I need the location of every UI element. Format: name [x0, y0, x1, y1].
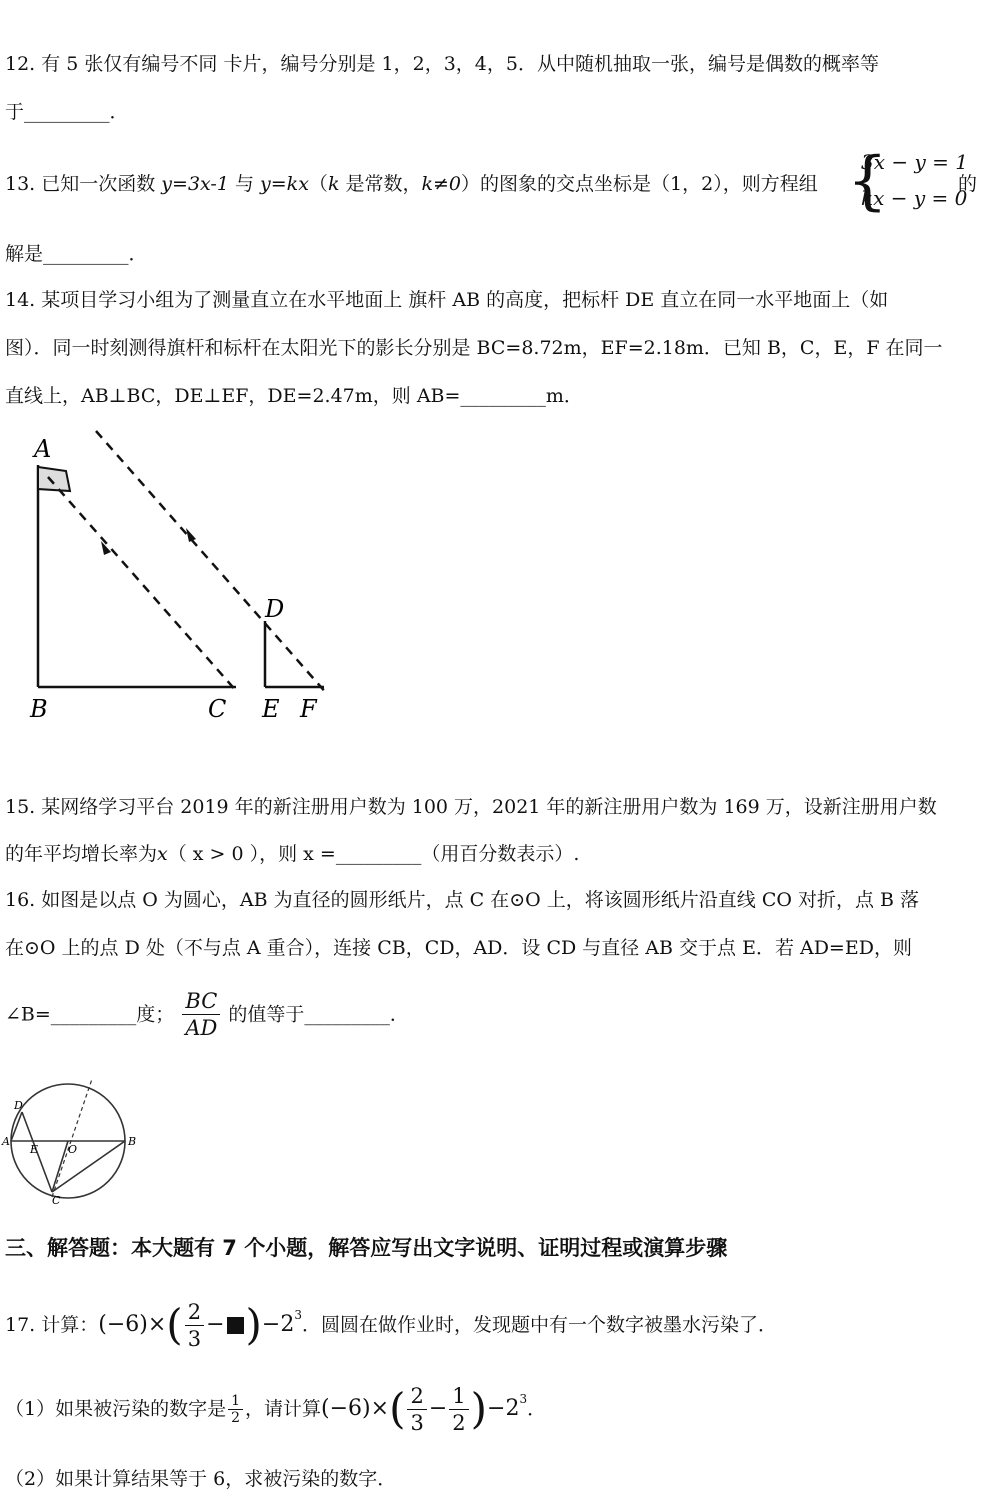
- q16-circle-figure: [0, 1075, 145, 1205]
- q13-line1: [5, 172, 818, 196]
- q13-mid1: 与: [228, 173, 261, 195]
- q17-minus-2: −: [261, 1312, 281, 1337]
- q17-power-exp: 3: [294, 1308, 302, 1322]
- q13-brace: {: [847, 144, 888, 218]
- q16-label-b: B: [128, 1135, 137, 1148]
- q17-minus: −: [206, 1312, 225, 1337]
- q17-p1-paren-close: ): [470, 1384, 488, 1433]
- q16-tail: 的值等于_________．: [228, 1003, 409, 1026]
- q15-text-b: ，则 x =_________（用百分数表示）.: [259, 843, 580, 865]
- q12-line2: 于_________．: [5, 101, 129, 123]
- q15-line2: [5, 842, 579, 866]
- q16-label-d: D: [14, 1099, 23, 1112]
- q17-p1-frac2-num: 1: [449, 1383, 468, 1410]
- section-3-heading: 三、解答题：本大题有 7 个小题，解答应写出文字说明、证明过程或演算步骤: [5, 1236, 728, 1260]
- q17-p1-frac1-den: 3: [410, 1410, 424, 1435]
- q13-k-nonzero: k≠0: [421, 173, 462, 195]
- q16-label-c: C: [52, 1194, 61, 1205]
- q17-prefix: 17. 计算：: [5, 1314, 99, 1336]
- q14-ray-ac: [48, 477, 238, 693]
- q16-segment-co: [52, 1141, 68, 1192]
- q17-p1-base: (−6)×: [321, 1396, 390, 1421]
- q16-line2: 在⊙O 上的点 D 处（不与点 A 重合），连接 CB，CD，AD．设 CD 与直径 AB 交于点 E．若 AD=ED，则: [5, 937, 912, 959]
- q13-line2: 解是_________．: [5, 243, 148, 265]
- q14-ray-df: [96, 431, 328, 695]
- q17-power-base: 2: [280, 1312, 295, 1337]
- q17-p1-mid: ，请计算: [245, 1398, 322, 1420]
- q17-p1-half-num: 1: [228, 1393, 243, 1410]
- q16-frac-num: BC: [182, 988, 220, 1015]
- q16-segment-cb: [52, 1141, 125, 1192]
- q16-label-e: E: [30, 1143, 39, 1156]
- q13-function-2: y=kx: [260, 173, 309, 195]
- q15-x: x: [157, 843, 168, 865]
- q17-p1-minus: −: [428, 1396, 448, 1421]
- q12-text-a: 12. 有 5 张仅有编号不同: [5, 53, 218, 75]
- q13-mid4: ）的图象的交点坐标是（1，2），则方程组: [461, 173, 818, 195]
- q17-p1-half-den: 2: [231, 1409, 241, 1426]
- q12-line1: [5, 52, 879, 76]
- q14-label-a: A: [34, 435, 52, 463]
- q17-p1-frac2: [449, 1383, 468, 1436]
- q16-fraction: [182, 988, 220, 1041]
- q17-p1-prefix: （1）如果被污染的数字是: [5, 1398, 227, 1420]
- q17-part2: （2）如果计算结果等于 6，求被污染的数字．: [5, 1468, 397, 1490]
- q17-frac-num: 2: [185, 1299, 204, 1326]
- q16-line3: [5, 988, 409, 1041]
- q14-label-b: B: [30, 695, 48, 723]
- q16-label-a: A: [2, 1135, 10, 1148]
- q17-p1-frac1: [407, 1383, 426, 1436]
- q14-flag: [38, 467, 70, 491]
- q17-paren-close: ): [245, 1300, 262, 1349]
- q17-p1-power-base: 2: [505, 1396, 520, 1421]
- q17-p1-power-exp: 3: [519, 1392, 528, 1406]
- q13-function-1: y=3x-1: [161, 173, 229, 195]
- q13-k: k: [327, 173, 340, 195]
- q13-prefix: 13. 已知一次函数: [5, 173, 162, 195]
- q16-frac-den: AD: [185, 1016, 218, 1040]
- q17-p1-frac2-den: 2: [452, 1410, 466, 1435]
- q14-label-c: C: [208, 695, 227, 723]
- q16-angle-text: ∠B=_________度；: [5, 1003, 175, 1026]
- q17-suffix: ．圆圆在做作业时，发现题中有一个数字被墨水污染了．: [301, 1314, 777, 1336]
- q16-label-o: O: [68, 1143, 78, 1156]
- q14-arrow-2: [186, 528, 196, 542]
- q17-p1-frac1-num: 2: [407, 1383, 426, 1410]
- q15-text-a: 的年平均增长率为: [5, 843, 158, 865]
- q15-line1: 15. 某网络学习平台 2019 年的新注册用户数为 100 万，2021 年的新注册用户数为 169 万，设新注册用户数: [5, 796, 937, 818]
- q14-figure: [0, 425, 345, 730]
- q14-label-f: F: [300, 695, 317, 723]
- q13-mid3: 是常数，: [339, 173, 422, 195]
- q14-line3: 直线上，AB⊥BC，DE⊥EF，DE=2.47m，则 AB=_________m．: [5, 385, 583, 407]
- q15-condition: （ x > 0 ）: [167, 843, 260, 865]
- q16-line1: 16. 如图是以点 O 为圆心，AB 为直径的圆形纸片，点 C 在⊙O 上，将该圆形纸片沿直线 CO 对折，点 B 落: [5, 889, 920, 911]
- q13-suffix: 的: [958, 173, 978, 195]
- q17-base: (−6)×: [98, 1312, 167, 1337]
- q13-mid2: （: [308, 173, 328, 195]
- q14-label-d: D: [265, 595, 285, 623]
- q14-text-a: 14. 某项目学习小组为了测量直立在水平地面上: [5, 289, 403, 311]
- q17-p1-paren-open: (: [389, 1384, 406, 1433]
- q17-frac-den: 3: [187, 1326, 202, 1351]
- q17-fraction: [185, 1299, 204, 1352]
- q12-text-b: 卡片，编号分别是 1，2，3，4，5．从中随机抽取一张，编号是偶数的概率等: [217, 53, 879, 75]
- q17-part1: [5, 1378, 546, 1439]
- q14-line1: [5, 288, 888, 312]
- q17-paren-open: (: [166, 1300, 183, 1349]
- q17-p1-minus-2: −: [487, 1396, 506, 1421]
- q17-line1: [5, 1294, 777, 1355]
- q13-equation-1: 3x − y = 1: [861, 150, 968, 174]
- q14-line2: 图）．同一时刻测得旗杆和标杆在太阳光下的影长分别是 BC=8.72m，EF=2.18m．已知 B，C，E，F 在同一: [5, 337, 943, 359]
- ink-blot-square: [227, 1317, 244, 1334]
- q16-fold-line: [52, 1079, 92, 1197]
- q14-text-b: 旗杆 AB 的高度，把标杆 DE 直立在同一水平地面上（如: [402, 289, 889, 311]
- q13-equation-2: kx − y = 0: [861, 186, 968, 210]
- q14-label-e: E: [262, 695, 280, 723]
- q17-p1-end: ．: [527, 1398, 547, 1420]
- q17-p1-half: [228, 1393, 243, 1426]
